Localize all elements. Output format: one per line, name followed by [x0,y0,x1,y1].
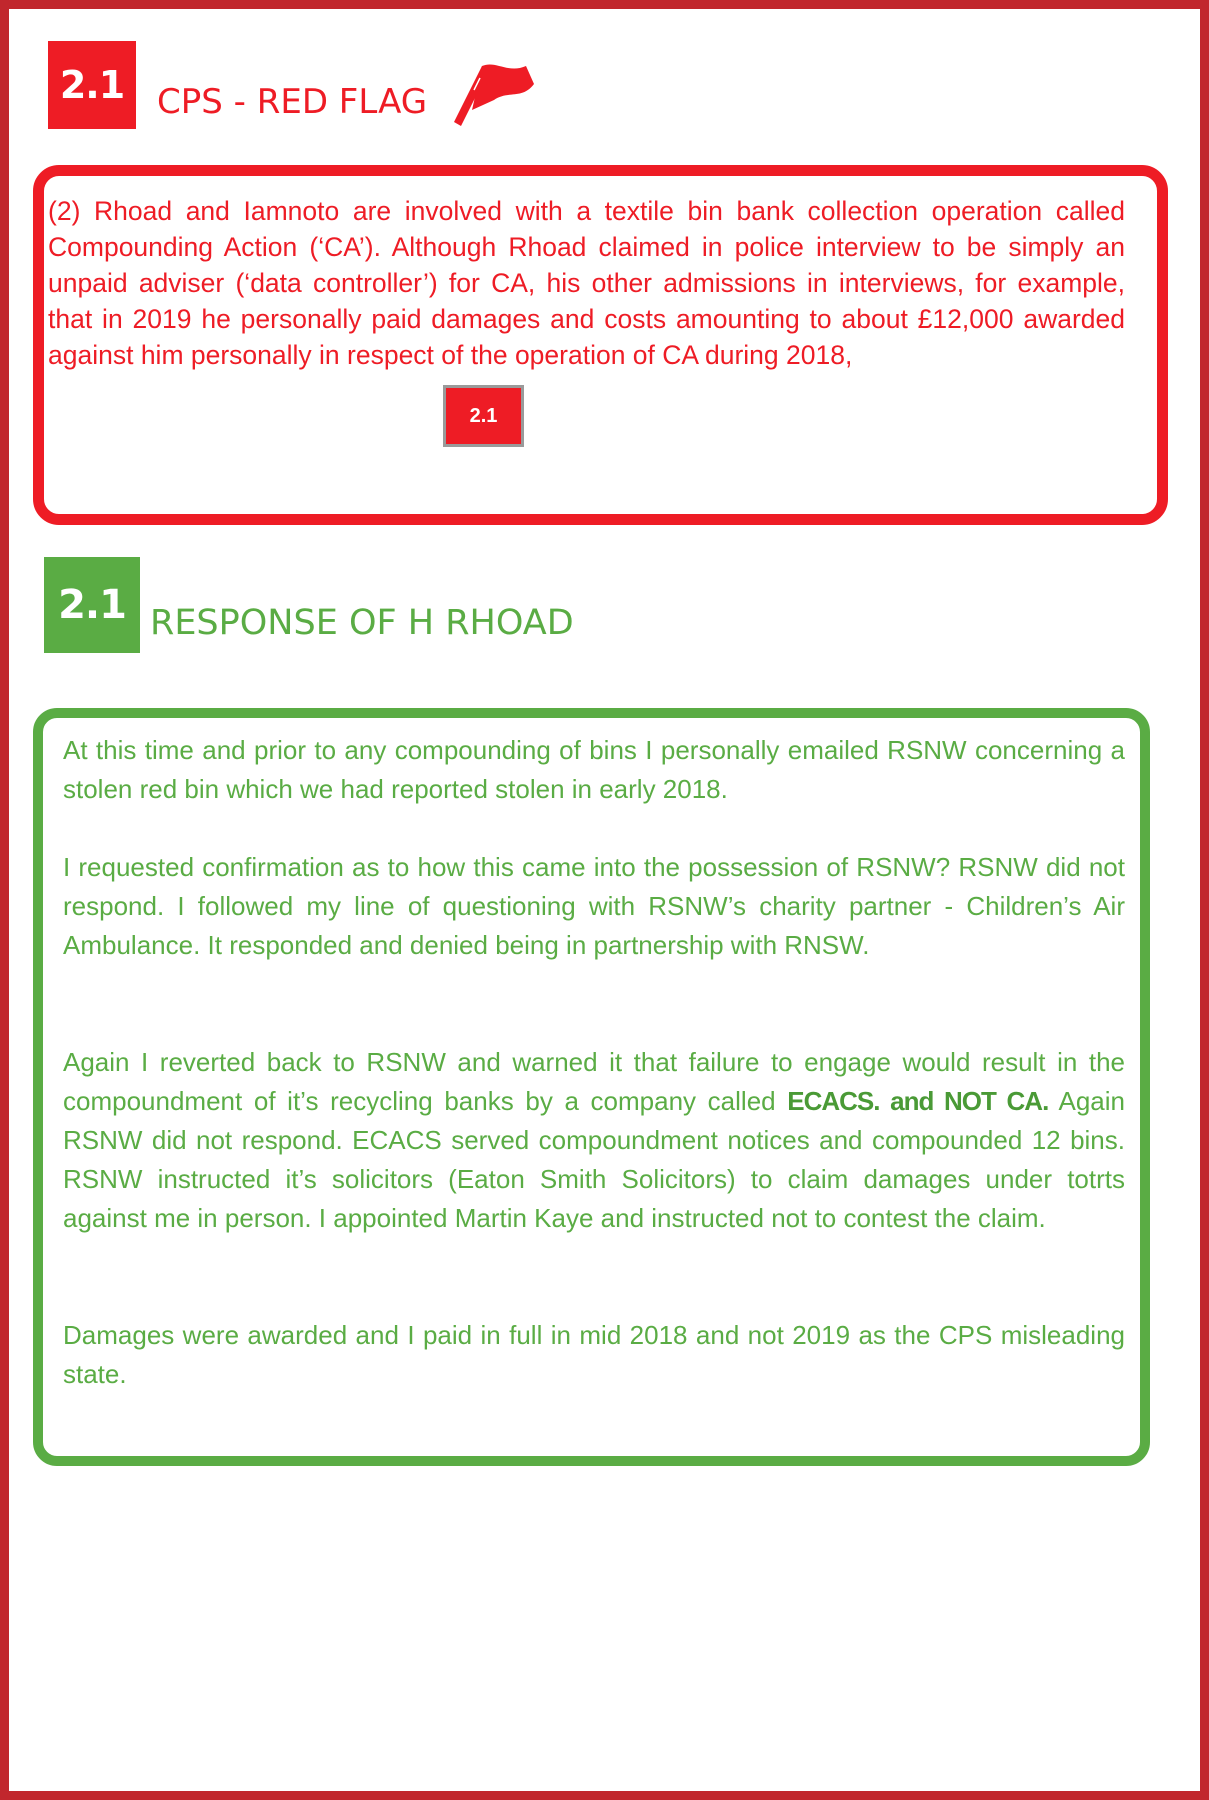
response-emphasis: ECACS. and NOT CA. [787,1086,1049,1116]
reference-badge: 2.1 [443,385,524,447]
section-badge-response: 2.1 [44,557,140,653]
response-paragraph-3 [63,1043,1125,1238]
response-paragraph-4: Damages were awarded and I paid in full in mid 2018 and not 2019 as the CPS misleading state. [63,1320,1125,1389]
response-paragraph-3-start: Again I reverted back to RSNW and warned it that failure to engage would result in the compoundment of it’s recycling banks by a company called [63,1047,1125,1116]
response-paragraph-3-end: Again RSNW did not respond. ECACS served compoundment notices and compounded 12 bins. RSNW instructed it’s solicitors (Eaton Smith Solicitors) to claim damages under totrts against me in person. I appointed Martin Kaye and instructed not to contest the claim. [63,1086,1125,1233]
red-flag-icon [452,60,536,128]
response-paragraph-2: I requested confirmation as to how this came into the possession of RSNW? RSNW did not respond. I followed my line of questioning with RSNW’s charity partner - Children’s Air Ambulance. It responded and denied being in partnership with RNSW. [63,852,1125,960]
section-badge-cps: 2.1 [48,41,136,129]
cps-heading: CPS - RED FLAG [157,82,428,122]
cps-quote-text: (2) Rhoad and Iamnoto are involved with a textile bin bank collection operation called Compounding Action (‘CA’). Although Rhoad claimed in police interview to be simply an unpaid adviser (‘data controller’) for CA, his other admissions in interviews, for example, that in 2019 he personally paid damages and costs amounting to about £12,000 awarded against him personally in respect of the operation of CA during 2018, [48,196,1125,370]
response-paragraph-1: At this time and prior to any compounding of bins I personally emailed RSNW concerning a stolen red bin which we had reported stolen in early 2018. [63,735,1125,804]
response-heading: RESPONSE OF H RHOAD [150,603,574,643]
